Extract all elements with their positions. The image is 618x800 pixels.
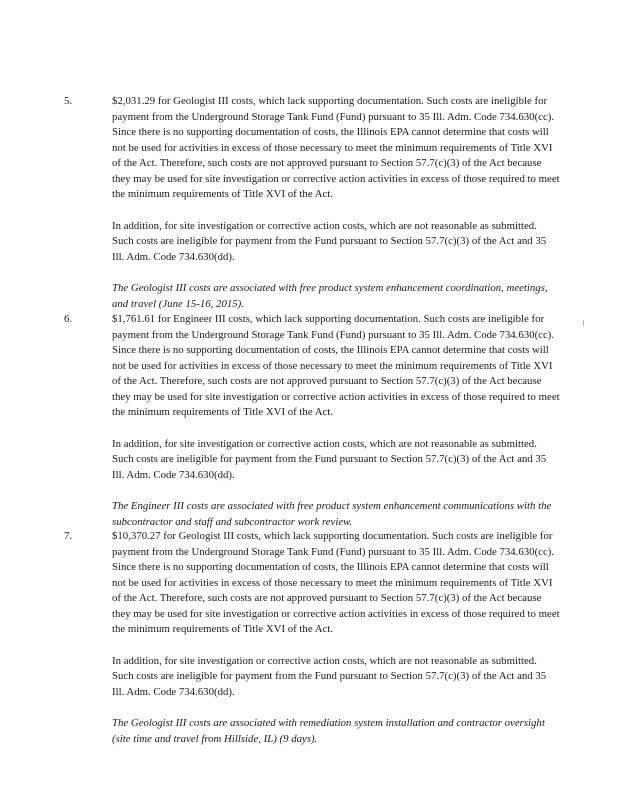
item-paragraph-reasonableness: In addition, for site investigation or corrective action costs, which are not reasonable as submitted. Such costs are ineligible for payment from the Fund pursuant to Section 57.7(c)(3) of the Act and 35 Ill. Adm. Code 734.630(dd). <box>112 654 547 698</box>
item-body <box>112 529 560 747</box>
item-note: The Geologist III costs are associated with remediation system installation and contractor oversight (site time and travel from Hillside, IL) (9 days). <box>112 717 545 745</box>
item-paragraph-documentation: $2,031.29 for Geologist III costs, which lack supporting documentation. Such costs are ineligible for payment from the Underground Storage Tank Fund (Fund) pursuant to 35 Ill. Adm. Code 734.630(cc). Since there is no supporting documentation of costs, the Illinois EPA cannot determine that costs will not be used for activities in excess of those necessary to meet the minimum requirements of Title XVI of the Act. Therefore, such costs are not approved pursuant to Section 57.7(c)(3) of the Act because they may be used for site investigation or corrective action activities in excess of those required to meet the minimum requirements of Title XVI of the Act. <box>112 95 560 200</box>
item-number: 7. <box>64 530 73 542</box>
item-body <box>112 94 560 312</box>
item-paragraph-documentation: $10,370.27 for Geologist III costs, which lack supporting documentation. Such costs are ineligible for payment from the Underground Storage Tank Fund (Fund) pursuant to 35 Ill. Adm. Code 734.630(cc). Since there is no supporting documentation of costs, the Illinois EPA cannot determine that costs will not be used for activities in excess of those necessary to meet the minimum requirements of Title XVI of the Act. Therefore, such costs are not approved pursuant to Section 57.7(c)(3) of the Act because they may be used for site investigation or corrective action activities in excess of those required to meet the minimum requirements of Title XVI of the Act. <box>112 530 560 635</box>
item-body <box>112 312 560 530</box>
item-number: 6. <box>64 313 73 325</box>
item-paragraph-reasonableness: In addition, for site investigation or corrective action costs, which are not reasonable as submitted. Such costs are ineligible for payment from the Fund pursuant to Section 57.7(c)(3) of the Act and 35 Ill. Adm. Code 734.630(dd). <box>112 219 547 263</box>
item-note: The Engineer III costs are associated with free product system enhancement communications with the subcontractor and staff and subcontractor work review. <box>112 500 552 528</box>
item-paragraph-reasonableness: In addition, for site investigation or corrective action costs, which are not reasonable as submitted. Such costs are ineligible for payment from the Fund pursuant to Section 57.7(c)(3) of the Act and 35 Ill. Adm. Code 734.630(dd). <box>112 437 547 481</box>
item-note: The Geologist III costs are associated with free product system enhancement coordination, meetings, and travel (June 15-16, 2015). <box>112 282 548 310</box>
item-number: 5. <box>64 95 73 107</box>
item-paragraph-documentation: $1,761.61 for Engineer III costs, which lack supporting documentation. Such costs are ineligible for payment from the Underground Storage Tank Fund (Fund) pursuant to 35 Ill. Adm. Code 734.630(cc). Since there is no supporting documentation of costs, the Illinois EPA cannot determine that costs will not be used for activities in excess of those necessary to meet the minimum requirements of Title XVI of the Act. Therefore, such costs are not approved pursuant to Section 57.7(c)(3) of the Act because they may be used for site investigation or corrective action activities in excess of those required to meet the minimum requirements of Title XVI of the Act. <box>112 313 560 418</box>
scan-speck <box>583 320 584 326</box>
